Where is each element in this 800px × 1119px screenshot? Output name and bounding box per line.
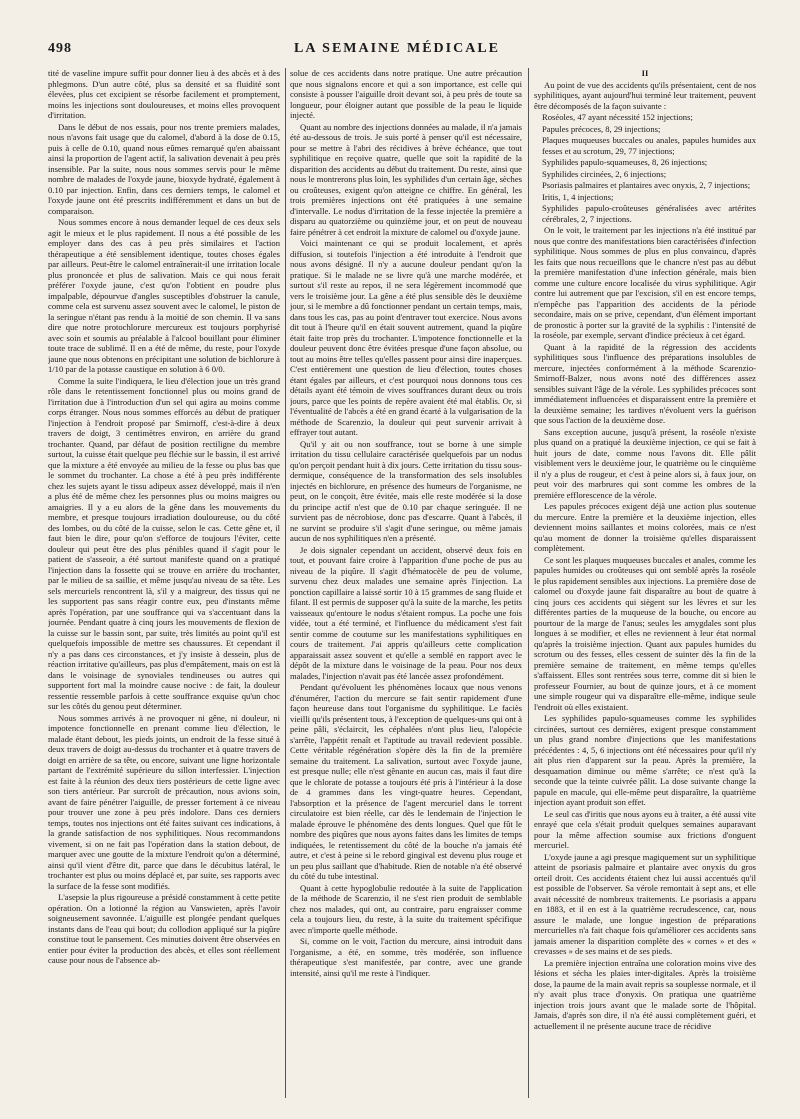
list-item: Syphilides circinées, 2, 6 injections;: [542, 168, 667, 179]
list-item: Plaques muqueuses buccales ou anales, papules humides aux fesses et au scrotum, 29, 77 injections;: [542, 135, 756, 156]
paragraph: Le seul cas d'iritis que nous ayons eu à traiter, a été aussi vite enrayé que cela s'était produit quelques semaines auparavant pour la même affection soumise aux frictions d'onguent mercuriel.: [534, 808, 756, 850]
paragraph: Ce sont les plaques muqueuses buccales et anales, comme les papules humides ou croûteuses qui ont semblé après la roséole le plus rapidement sensibles aux injections. La première dose de calomel ou d'oxyde jaune fait disparaître au bout de quatre à cinq jours ces accidents qui siègent sur les lèvres et sur les différentes parties de la muqueuse de la bouche, ou encore au pourtour de la marge de l'anus; seules les amygdales sont plus longues à se modifier, et elles ne reviennent à leur état normal qu'après la troisième injection. Quant aux papules humides du scrotum ou des fesses, elles cessent de suinter dès la fin de la première semaine de traitement, en même temps qu'elles s'affaissent. Elles sont rentrées sous terre, comme dit si bien le professeur Fournier, au bout de quinze jours, et à ce moment une simple rougeur qui va disparaître elle-même, indique seule l'endroit où elles existaient.: [534, 554, 756, 712]
list-item: Papules précoces, 8, 29 injections;: [542, 123, 661, 134]
list-item: Syphilides papulo-croûteuses généralisées avec artérites cérébrales, 2, 7 injections.: [542, 203, 756, 224]
column-middle: [290, 68, 522, 1098]
paragraph: Les syphilides papulo-squameuses comme les syphilides circinées, surtout ces dernières, exigent presque constamment un plus grand nombre d'injections que les manifestations précédentes : 4, 5, 6 injections ont été nécessaires pour qu'il n'y ait plus rien d'apparent sur la peau. Après la première, la desquamation diminue ou même s'arrête; ce n'est qu'à la seconde que la teinte cuivrée pâlit. La dose suivante change la papule en macule, qui elle-même peut disparaître, la quatrième injection ayant produit son effet.: [534, 713, 756, 807]
paragraph: Quant au nombre des injections données au malade, il n'a jamais été au-dessous de trois. Je suis porté à penser qu'il est nécessaire, pour se mettre à l'abri des récidives à brève échéance, que tout syphilitique en reçoive quatre, quelle que soit la rapidité de la disparition des accidents au début du traitement. Du reste, ainsi que nous le montrerons plus loin, les syphilides d'un certain âge, sèches ou croûteuses, exigent qu'on atteigne ce chiffre. En général, les trois premières injections ont été pratiquées à une semaine d'intervalle. Le nodus d'irritation de la fesse injectée la première a disparu au quatorzième ou quinzième jour, et on peut de nouveau faire pénétrer à cet endroit la mixture de calomel ou d'oxyde jaune.: [290, 121, 522, 237]
column-right: [534, 68, 756, 1098]
paragraph: L'oxyde jaune a agi presque magiquement sur un syphilitique atteint de psoriasis palmaire et plantaire avec onyxis du gros orteil droit. Ces accidents étaient chez lui aussi accentués qu'il est possible de l'observer. Sa vérole remontait à sept ans, et elle avait nécessité de nombreux traitements. Le psoriasis a apparu en 1883, et il en est à la quatrième recrudescence, car, nous assure le malade, une longue ingestion de préparations mercurielles n'a fait chaque fois qu'améliorer ces accidents sans jamais amener la disparition complète des « cornes » et des « crevasses » de ses mains et de ses pieds.: [534, 851, 756, 956]
page-header: [48, 38, 752, 60]
paragraph: Quant à cette hypoglobulie redoutée à la suite de l'application de la méthode de Scarenzio, il ne s'est rien produit de semblable chez nos malades, qui ont, au contraire, paru engraisser comme cela a toujours lieu, du reste, à la suite du traitement spécifique avec n'importe quelle méthode.: [290, 882, 522, 935]
paragraph: solue de ces accidents dans notre pratique. Une autre précaution que nous signalons encore et qui a son importance, est celle qui consiste à pousser l'aiguille droit devant soi, à peu près de toute sa longueur, pour éloigner autant que possible de la peau le liquide injecté.: [290, 68, 522, 120]
paragraph: On le voit, le traitement par les injections n'a été institué par nous que contre des manifestations bien caractérisées d'infection syphilitique. Nous sommes de plus en plus convaincu, d'après les faits que nous recueillons que le chancre n'est pas au début la première manifestation d'une infection générale, mais bien comme une culture encore localisée du virus syphilitique. Agir contre lui autrement que par l'excision, s'il en est encore temps, n'empêche pas l'apparition des accidents de la période secondaire, mais on se prive, cependant, d'un élément important de pronostic à porter sur la gravité de la syphilis : l'intensité de la roséole, par exemple, servant d'indice précieux à cet égard.: [534, 225, 756, 340]
paragraph: Qu'il y ait ou non souffrance, tout se borne à une simple irritation du tissu cellulaire caractérisée quelquefois par un nodus qu'on perçoit pendant huit à dix jours. Cette irritation du tissu sous-dermique, conséquence de la transformation des sels insolubles injectés en bichlorure, en présence des humeurs de l'organisme, ne peut, on le conçoit, être évitée, mais elle reste modérée si la dose du principe actif n'est que de 0.10 par chaque seringuée. Il ne survient pas de nécrobiose, donc pas d'escarre. Quant à l'abcès, il ne survint se produire s'il s'agit d'une seringue, ou même jamais aucun de nos syphilitiques n'en a présenté.: [290, 438, 522, 543]
paragraph: Nous sommes arrivés à ne provoquer ni gêne, ni douleur, ni impotence fonctionnelle en prenant comme lieu d'élection, le malade étant debout, les pieds joints, un endroit de la fesse situé à deux travers de doigt au-dessus du trochanter et à quatre travers de doigt en arrière de sa tête, ou encore, suivant une ligne horizontale partant de l'extrémité supérieure du sillon interfessier. L'injection est faite à la réunion des deux tiers postérieurs de cette ligne avec son tiers antérieur. Par surcroît de précaution, nous avions soin, avant de faire pénétrer l'aiguille, de presser fortement à ce niveau pour trouver une zone à peu près indolore. Dans ces derniers temps, toutes nos injections ont été faites suivant ces indications, à la grande satisfaction de nos syphilitiques. Nous recommandons vivement, si on ne fait pas l'opération dans la station debout, de marquer avec une goutte de la mixture l'endroit qu'on a déterminé, ainsi qu'il vient d'être dit, parce que dans le décubitus latéral, le trochanter est plus ou moins déplacé et, par suite, ses rapports avec la surface de la fesse sont modifiés.: [48, 712, 280, 891]
list-item: Roséoles, 47 ayant nécessité 152 injections;: [542, 112, 693, 122]
column-left: [48, 68, 280, 1098]
paragraph: Si, comme on le voit, l'action du mercure, ainsi introduit dans l'organisme, a été, en somme, très modérée, son influence thérapeutique s'est manifestée, par contre, avec une grande intensité, ainsi qu'il me reste à l'indiquer.: [290, 936, 522, 978]
section-number: II: [641, 68, 649, 78]
paragraph: Quant à la rapidité de la régression des accidents syphilitiques sous l'influence des préparations insolubles de mercure, injectées conformément à la méthode Scarenzio-Smirnoff-Balzer, nous avons noté des différences assez sensibles suivant l'âge de la vérole. Les syphilides précoces sont immédiatement influencées et disparaissent entre la première et la deuxième semaine; les tardives n'évoluent vers la guérison que sous l'action de la deuxième dose.: [534, 341, 756, 425]
paragraph: tité de vaseline impure suffit pour donner lieu à des abcès et à des phlegmons. D'un autre côté, plus sa densité et sa fluidité sont élevées, plus cet excipient se résorbe facilement et promptement, moins les injections sont douloureuses, et moins elles provoquent d'irritation.: [48, 68, 280, 120]
paragraph: La première injection entraîna une coloration moins vive des lésions et sécha les plaies inter-digitales. Après la troisième dose, la paume de la main avait repris sa souplesse normale, et il n'y avait plus trace d'onyxis. On pratiqua une quatrième injection trois jours avant que le malade sorte de l'hôpital. Jamais, d'après son dire, il n'a été aussi complètement guéri, et actuellement il ne présente aucune trace de récidive: [534, 957, 756, 1031]
paragraph: Voici maintenant ce qui se produit localement, et après diffusion, si toutefois l'injection a été introduite à l'endroit que nous avons désigné. Il n'y a aucune douleur pendant qu'on la pratique. Si le malade ne se livre qu'à une marche modérée, et surtout s'il reste au repos, il ne sera légèrement incommodé que vers le troisième jour. La gêne a été plus sensible dès le deuxième jour, si le membre a dû fonctionner pendant un certain temps, mais, dans tous les cas, pas au point d'entraver tout exercice. Nous avons dit tout à l'heure qu'il en était souvent autrement, quand la piqûre était faite trop près du trochanter. L'impotence fonctionnelle et la douleur peuvent donc être évitées presque d'une façon absolue, ou tout au moins être telles qu'elles passent pour ainsi dire inaperçues. C'est entièrement une question de lieu d'élection, toutes choses étant égales par ailleurs, et c'est pourquoi nous donnons tous ces détails ayant été témoin de vives souffrances durant deux ou trois jours, parce que les points de repère avaient été mal établis. Or, si l'éventualité de l'abcès a été en grand écarté à la vulgarisation de la méthode de Scarenzio, la douleur qui peut survenir arrivait à effrayer tout autant.: [290, 238, 522, 437]
running-title: LA SEMAINE MÉDICALE: [293, 41, 501, 56]
list-item: Syphilides papulo-squameuses, 8, 26 injections;: [542, 157, 708, 167]
paragraph: Sans exception aucune, jusqu'à présent, la roséole n'existe plus quand on a pratiqué la deuxième injection, ce qui se fait à huit jours de date, comme nous l'avons dit. Elle pâlit visiblement vers le deuxième jour, le quatrième ou le cinquième il n'y a plus de rougeur, et c'est à peine alors si, à faux jour, on peut voir des marbrures qui sont comme les ombres de la première efflorescence de la vérole.: [534, 426, 756, 500]
paragraph: Dans le début de nos essais, pour nos trente premiers malades, nous n'avons fait usage que du calomel, d'abord à la dose de 0.15, puis à celle de 0.10, quand nous eûmes remarqué qu'en abaissant ainsi la proportion de l'agent actif, la salivation devenait à peu près insensible. Par la suite, nous nous sommes servis pour le même nombre de malades de l'oxyde jaune, bioxyde hydraté, également à 0.10 par injection. Enfin, dans ces derniers temps, le calomel et l'oxyde jaune ont été prescrits indifféremment et dans un but de comparaison.: [48, 121, 280, 216]
paragraph: Nous sommes encore à nous demander lequel de ces deux sels agit le mieux et le plus rapidement. Il nous a été possible de les employer dans des cas à peu près similaires et l'action thérapeutique a été sensiblement identique, toutes choses égales par ailleurs. Peut-être le calomel entraînerait-il une irritation locale plus prononcée et plus de salivation. Mais ce qui nous ferait préférer l'oxyde jaune, c'est qu'on l'obtient en poudre plus impalpable, dépourvue d'angles susceptibles d'obstruer la canule, comme cela est survenu assez souvent avec le calomel, le piston de la seringue n'étant pas rendu à la moitié de son chemin. Il va sans dire que notre protochlorure mercureux est toujours porphyrisé avec soin et soumis au préalable à l'alcool bouillant pour éliminer toute trace de sublimé. Il en a été de même, du reste, pour l'oxyde jaune que nous obtenons en précipitant une solution de bichlorure à 1/10 par de la potasse caustique en solution à 6 0/0.: [48, 217, 280, 374]
list-item: Iritis, 1, 4 injections;: [542, 191, 614, 202]
list-item: Psoriasis palmaires et plantaires avec onyxis, 2, 7 injections;: [542, 180, 751, 190]
page-number: 498: [48, 41, 72, 56]
paragraph: L'asepsie la plus rigoureuse a présidé constamment à cette petite opération. On a lotionné la région au Vanswieten, après l'avoir soigneusement savonnée. L'aiguille est plongée pendant quelques instants dans de l'eau qui bout; du collodion appliqué sur la piqûre constitue tout le pansement. Ces minuties doivent être observées en entier pour éviter la production des abcès, et elles sont réellement cause pour nous de l'absence ab-: [48, 892, 280, 965]
paragraph: Les papules précoces exigent déjà une action plus soutenue du mercure. Entre la première et la deuxième injection, elles deviennent moins saillantes et moins colorées, mais ce n'est qu'au moment de donner la troisième qu'elles disparaissent complètement.: [534, 501, 756, 553]
column-rule-right: [528, 68, 529, 1098]
paragraph: Pendant qu'évoluent les phénomènes locaux que nous venons d'énumérer, l'action du mercure se fait sentir rapidement d'une façon heureuse dans tout l'organisme du syphilitique. Le faciès vieilli qu'ils présentent tous, à l'exception de quelques-uns qui ont à peine pâli, s'éclaircit, les céphalées n'ont plus lieu, l'alopécie s'arrête, l'appétit renaît et l'aptitude au travail redevient possible. Cette véritable régénération s'opère dès la fin de la première semaine du traitement. La salivation, surtout avec l'oxyde jaune, est presque nulle; elle n'est gênante en aucun cas, mais il faut dire que le chlorate de potasse a toujours été pris à l'intérieur à la dose de 4 grammes dans les vingt-quatre heures. Cependant, l'absorption et la présence de l'agent mercuriel dans le torrent circulatoire est bien réelle, car dès le lendemain de l'injection le malade éprouve le phénomène des dents longues. Quel que fût le nombre des piqûres que nous ayons faites dans les limites de temps indiquées, le retentissement du côté de la bouche n'a jamais été autre, et c'est à peine si le rebord gingival est devenu plus rouge et un peu plus saillant que d'habitude. Rien de notable n'a été observé du côté du tube intestinal.: [290, 682, 522, 881]
paragraph: Comme la suite l'indiquera, le lieu d'élection joue un très grand rôle dans le retentissement fonctionnel plus ou moins grand de l'irritation due à l'introduction d'un sel qui agira au moins comme corps étranger. Nous nous sommes efforcés au début de pratiquer l'injection à l'endroit proposé par Smirnoff, c'est-à-dire à deux travers de doigt, 3 centimètres environ, en arrière du grand trochanter. Quand, par défaut de position rectiligne du membre surtout, la cuisse était quelque peu fléchie sur le bassin, il est arrivé que la mixture a été envoyée au milieu de la fesse ou plus bas que le sommet du trochanter. La chose a été à peu près indifférente chez les sujets ayant le tissu adipeux assez développé, mais il n'en a plus été de même chez les personnes plus ou moins maigres ou amaigries. Il y a eu alors de la gêne dans les mouvements du membre, et presque toujours irradiation douloureuse, ou du côté des lombes, ou du côté de la cuisse, selon le cas. Cette gêne et, il faut bien le dire, pour qu'on s'efforce de toujours l'éviter, cette douleur qui peut être des plus pénibles quand il s'agit pour le patient de s'asseoir, a été surtout manifeste quand on a pratiqué l'injection dans la fossette qui se trouve en arrière du trochanter, par le milieu de sa saillie, et même jusqu'au niveau de sa tête. Les sels mercuriels rencontrent là, s'il y a maigreur, des tissus qui ne les supportent pas sans réagir contre eux, peu d'instants même après l'opération, par une souffrance qui va s'accentuant dans la journée. Pendant quatre à cinq jours les mouvements de flexion de la cuisse sur le bassin sont, par suite, très limités au point qu'il est quelquefois impossible de mettre ses chaussures. Et cependant il n'y a pas dans ces circonstances, et j'y insiste à dessein, plus de réaction irritative qu'ailleurs, pas plus d'empâtement, mais on est là dans le voisinage de synoviales tendineuses ou autres qui supportent fort mal la moindre cause nocive : de fait, la douleur ressentie ressemble parfois à cette souffrance exquise qu'un choc sur les côtés du genou peut déterminer.: [48, 375, 280, 711]
paragraph: Je dois signaler cependant un accident, observé deux fois en tout, et pouvant faire croire à l'apparition d'une poche de pus au niveau de la piqûre. Il s'agit d'hématocèle de peu de volume, survenu chez deux malades une semaine après l'injection. La ponction capillaire a laissé sortir 10 à 15 grammes de sang fluide et filant. Il est permis de supposer qu'à la suite de la marche, les petits vaisseaux qu'entoure le nodus s'étaient rompus. La poche une fois vidée, tout a été terminé, et l'influence du médicament s'est fait sentir comme de coutume sur les manifestations syphilitiques en cours de traitement. J'ai appris qu'ailleurs cette complication apparaissait assez souvent et qu'elle a semblé en rapport avec le dépôt de la mixture dans le voisinage de la peau. Pour nos deux malades, l'injection n'avait pas été lancée assez profondément.: [290, 544, 522, 681]
paragraph: Au point de vue des accidents qu'ils présentaient, cent de nos syphilitiques, ayant aujourd'hui terminé leur traitement, peuvent être décomposés de la façon suivante :: [534, 79, 756, 111]
column-rule-left: [285, 68, 286, 1098]
